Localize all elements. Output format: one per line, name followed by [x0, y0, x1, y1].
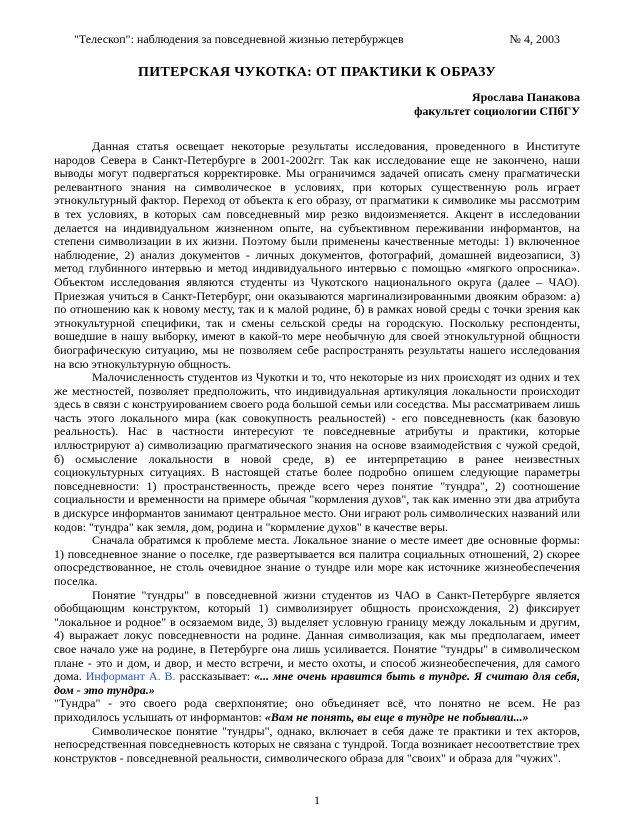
article-body: [54, 140, 580, 765]
paragraph: [54, 697, 580, 724]
informant-reference: Информант А. В.: [85, 669, 176, 684]
journal-header: [54, 32, 580, 47]
paragraph-text: "Тундра" - это своего рода сверхпонятие; оно объединяет всё, что понятно не всем. Не раз приходилось услышать от информантов:: [54, 696, 580, 724]
paragraph: [54, 534, 580, 588]
paragraph-text: рассказывает:: [175, 669, 255, 684]
issue-number: № 4, 2003: [509, 32, 560, 46]
paragraph: [54, 589, 580, 698]
paragraph: [54, 725, 580, 766]
paragraph-text: Данная статья освещает некоторые результаты исследования, проведенного в Институте народов Севера в Санкт-Петербурге в 2001-2002гг. Так как исследование еще не закончено, наши выводы могут подвергаться корректировке. Мы ограничимся задачей описать смену прагматически релевантного знания на символическое в условиях, при которых существенную роль играет этнокультурный фактор. Переход от объекта к его образу, от прагматики к символике мы рассмотрим в тех условиях, в которых сам повседневный мир резко видоизменяется. Акцент в исследовании делается на индивидуальном жизненном опыте, на субъективном переживании информантов, на степени символизации в их жизни. Поэтому были применены качественные методы: 1) включенное наблюдение, 2) анализ документов - личных документов, фотографий, домашней видеозаписи, 3) метод глубинного интервью и метод индивидуального интервью с помощью «мягкого опросника». Объектом исследования являются студенты из Чукотского национального округа (далее – ЧАО). Приезжая учиться в Санкт-Петербург, они оказываются маргинализированными двояким образом: а) по отношению как к новому месту, так и к малой родине, б) в рамках новой среды с точки зрения как этнокультурной специфики, так и смены сельской среды на городскую. Поскольку респонденты, вошедшие в нашу выборку, имеют в какой-то мере необычную для своей этнокультурной общности биографическую ситуацию, мы не позволяем себе распространять результаты нашего исследования на всю этнокультурную общность.: [54, 139, 580, 371]
paragraph: [54, 371, 580, 534]
informant-quote: «... мне очень нравится быть в тундре. Я считаю для себя, дом - это тундра.»: [54, 669, 580, 697]
journal-title: "Телескоп": наблюдения за повседневной жизнью петербуржцев: [74, 32, 404, 46]
paragraph-text: Понятие "тундры" в повседневной жизни студентов из ЧАО в Санкт-Петербурге является обобщающим конструктом, который 1) символизирует общность происхождения, 2) фиксирует "локальное и родное" в осязаемом виде, 3) выделяет условную границу между локальным и другим, 4) выражает локус повседневности на родине. Данная символизация, как мы предполагаем, имеет свое начало уже на родине, в Петербурге она лишь усиливается. Понятие "тундры" в символическом плане - это и дом, и двор, и место встречи, и место охоты, и способ жизнеобеспечения, для самого дома.: [54, 587, 580, 684]
author-affiliation: факультет социологии СПбГУ: [414, 103, 580, 118]
paragraph-text: Малочисленность студентов из Чукотки и то, что некоторые из них происходят из одних и тех же местностей, позволяет предположить, что индивидуальная артикуляция локальности происходит здесь в связи с конструированием своего рода большой семьи или соседства. Мы рассматриваем лишь часть этого локального мира (как совокупность реальностей) - его повседневность (как базовую реальность). Нас в частности интересуют те повседневные атрибуты и практики, которые иллюстрируют а) символизацию прагматического знания на основе взаимодействия с чужой средой, б) осмысление локальности в новой среде, в) ее интерпретацию в ранее неизвестных социокультурных ситуациях. В настоящей статье более подробно опишем следующие параметры повседневности: 1) пространственность, прежде всего через понятие "тундра", 2) соотношение социальности и временности на примере обычая "кормления духов", так как именно эти два атрибута в дискурсе информантов занимают центральное место. Они играют роль символических названий или кодов: "тундра" как земля, дом, родина и "кормление духов" в качестве веры.: [54, 370, 580, 534]
page-number: 1: [314, 793, 320, 807]
article-title: ПИТЕРСКАЯ ЧУКОТКА: ОТ ПРАКТИКИ К ОБРАЗУ: [138, 65, 496, 80]
paragraph-text: Символическое понятие "тундры", однако, включает в себя даже те практики и тех акторов, непосредственная повседневность которых не связана с тундрой. Тогда возникает несоответствие трех конструктов - повседневной реальности, символического образа для "своих" и образа для "чужих".: [54, 723, 580, 765]
paragraph-text: Сначала обратимся к проблеме места. Локальное знание о месте имеет две основные формы: 1) повседневное знание о поселке, где развертывается вся палитра социальных отношений, 2) скорее опосредствованное, не столь очевидное знание о тундре или море как источнике жизнеобеспечения поселка.: [54, 533, 580, 588]
paragraph: [54, 140, 580, 371]
informant-quote: «Вам не понять, вы еще в тундре не побывали...»: [264, 709, 529, 724]
author-name: Ярослава Панакова: [471, 90, 580, 104]
author-block: [54, 91, 580, 118]
